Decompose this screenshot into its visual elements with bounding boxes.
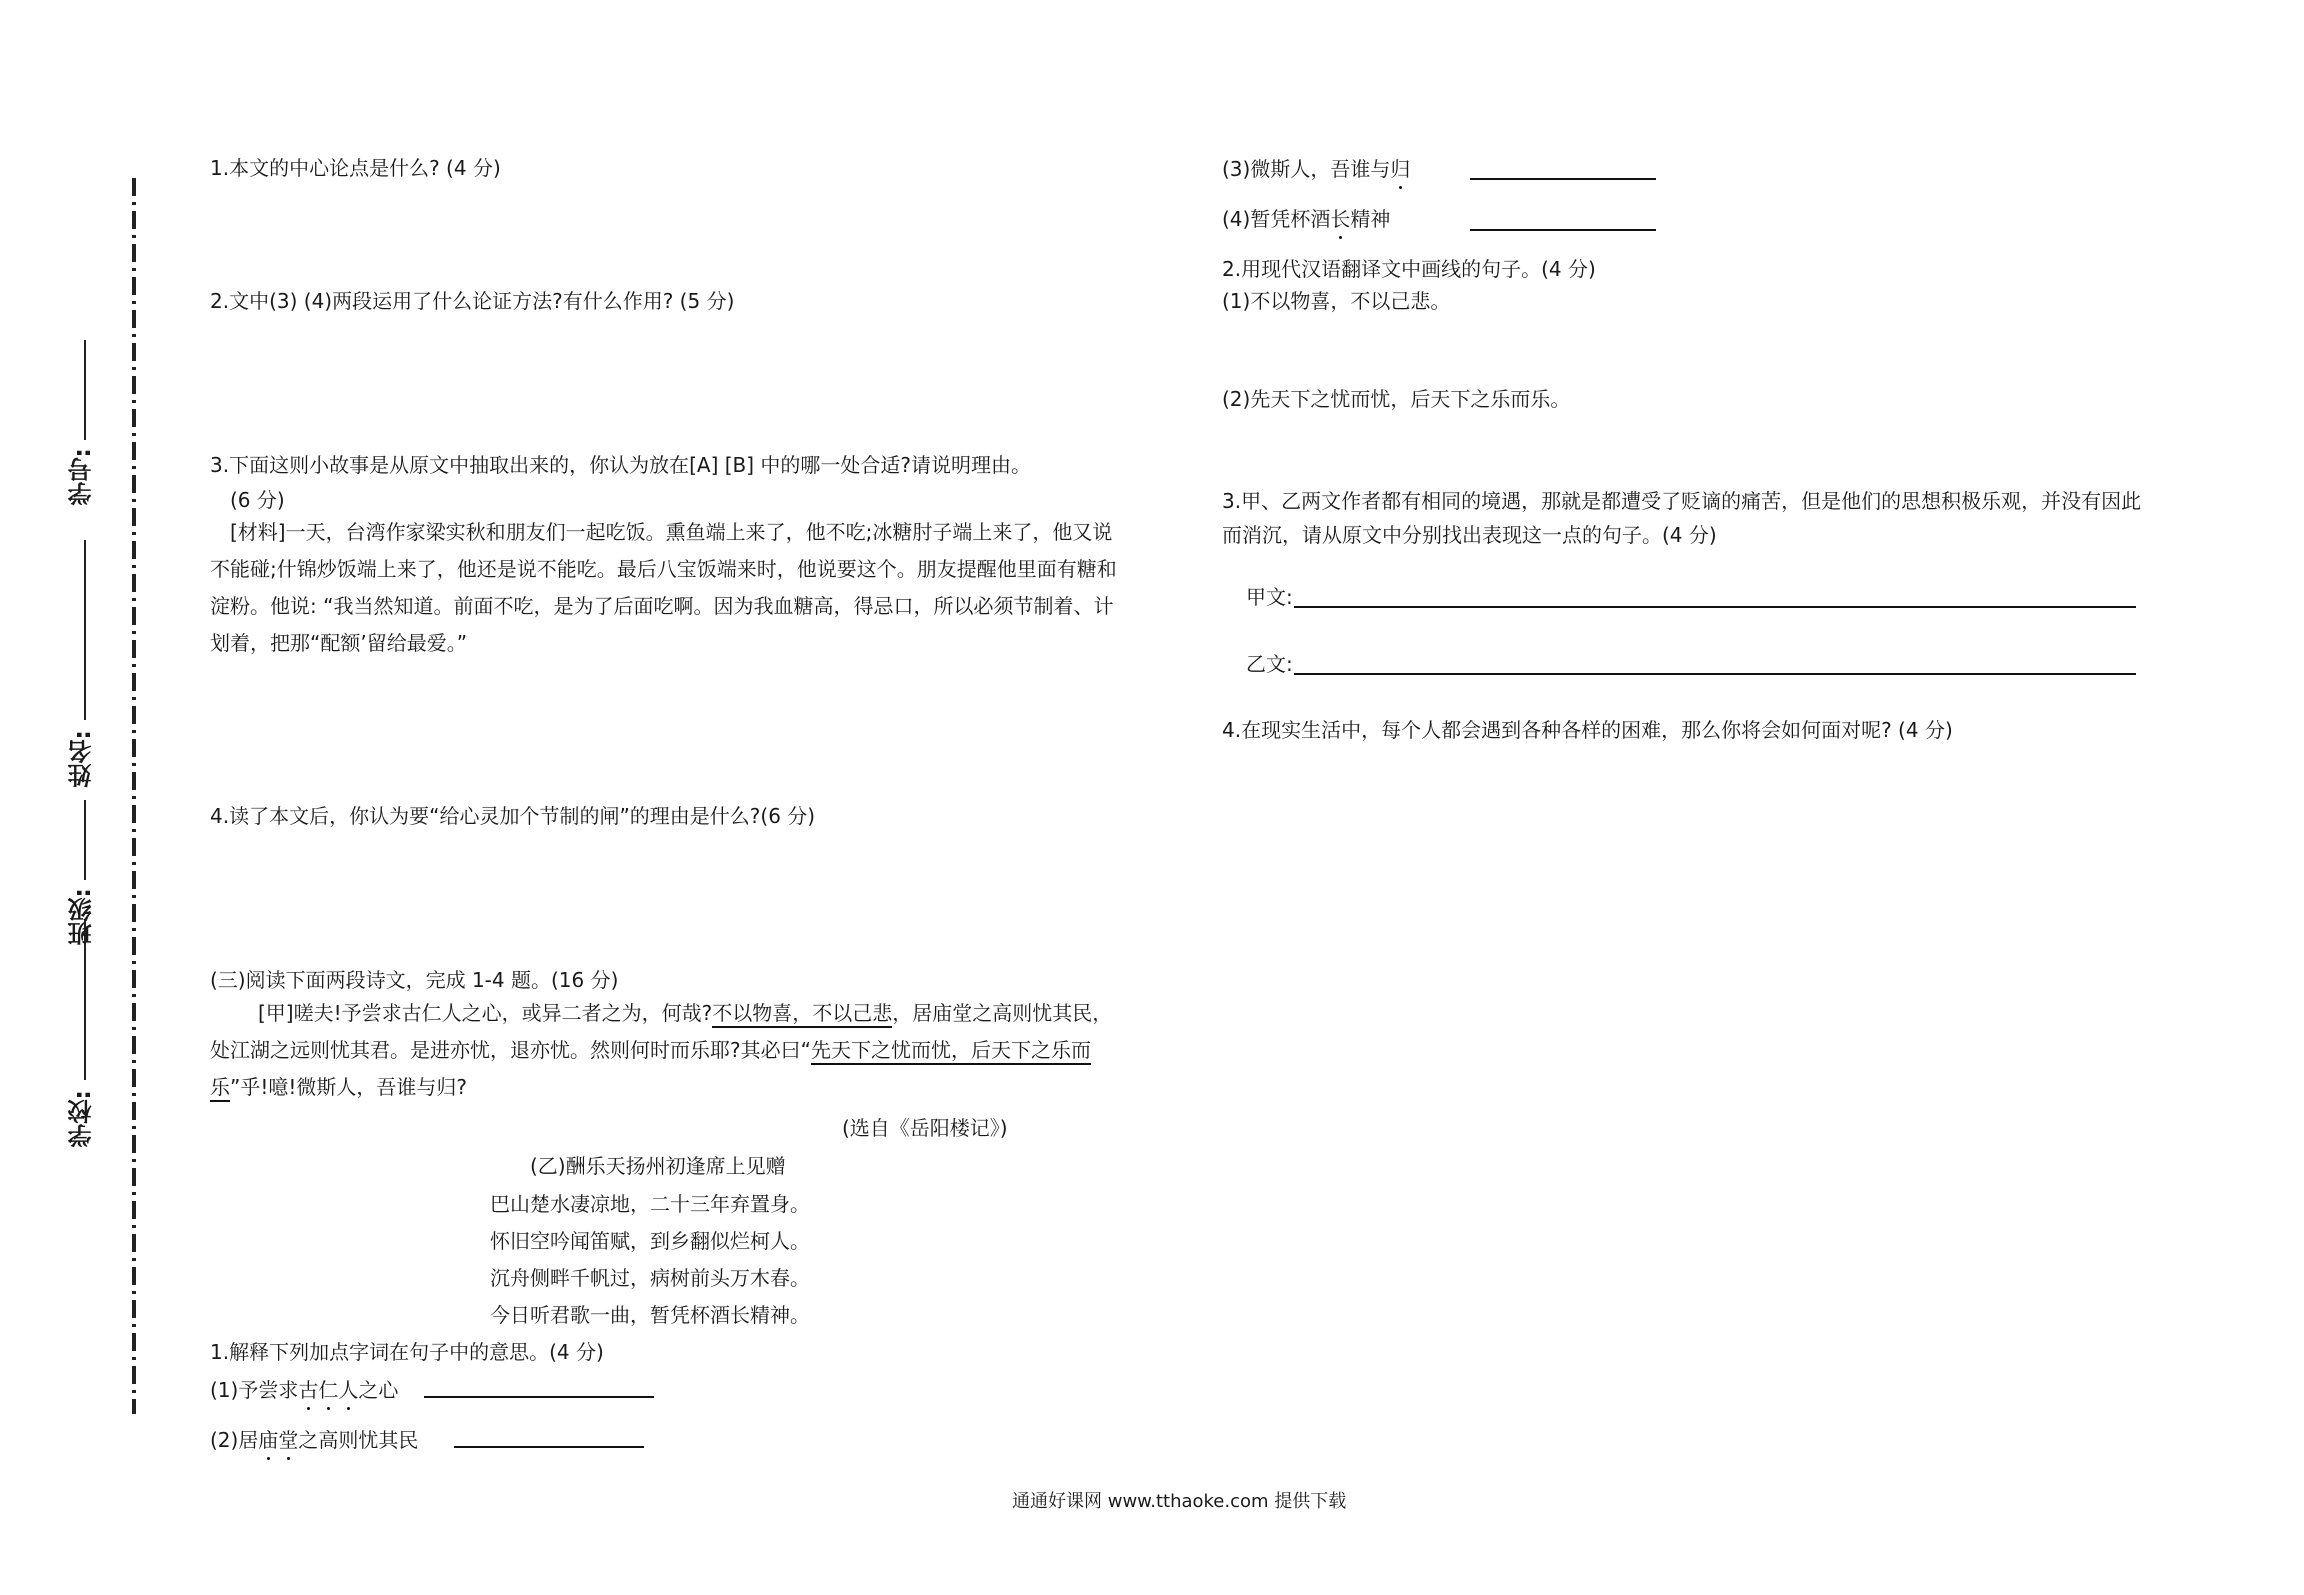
translate-sentence-1: (1)不以物喜，不以己悲。 [1222,289,1451,313]
jia-text-3: ”乎!噫!微斯人，吾谁与归? [230,1075,468,1099]
name-label: 姓名: [68,730,96,788]
section-3-heading: (三)阅读下面两段诗文，完成 1-4 题。(16 分) [210,968,619,992]
right-question-3: 3.甲、乙两文作者都有相同的境遇，那就是都遭受了贬谪的痛苦，但是他们的思想积极乐观，并没有因此而消沉，请从原文中分别找出表现这一点的句子。(4 分) [1222,489,2142,547]
poem-question-1: 1.解释下列加点字词在句子中的意思。(4 分) [210,1340,604,1364]
name-blank [84,540,86,720]
dotted-char: 人 [338,1378,359,1402]
right-question-4: 4.在现实生活中，每个人都会遇到各种各样的困难，那么你将会如何面对呢? (4 分) [1222,718,1953,742]
dotted-char: 古 [298,1378,319,1402]
student-no-label: 学号: [68,448,96,506]
poem-question-1-1 [210,1377,398,1403]
class-label: 班级: [68,888,96,946]
jia-passage [210,995,1130,1106]
jia-underline-1: 不以物喜，不以己悲 [712,1001,892,1028]
q1-2-prefix: (2)居 [210,1428,259,1452]
school-label: 学校: [68,1090,96,1148]
dotted-char: 庙 [258,1428,279,1452]
poem-line-4: 今日听君歌一曲，暂凭杯酒长精神。 [490,1303,810,1327]
yi-answer-line[interactable] [1294,673,2136,675]
footer-text: 通通好课网 www.tthaoke.com 提供下载 [1012,1491,1347,1512]
q1-3-prefix: (3)微斯人，吾谁与 [1222,157,1391,181]
student-no-blank [84,340,86,440]
source-note: (选自《岳阳楼记》) [842,1116,1008,1140]
answer-blank-1[interactable] [424,1396,654,1398]
answer-blank-3[interactable] [1470,178,1656,180]
q1-4-prefix: (4)暂凭杯酒 [1222,207,1331,231]
dotted-char: 长 [1330,207,1351,231]
poem-question-1-2 [210,1427,418,1453]
jia-label: 甲文: [1246,585,1293,609]
answer-blank-2[interactable] [454,1446,644,1448]
q1-1-suffix: 之心 [358,1378,399,1402]
q1-2-suffix: 之高则忧其民 [298,1428,419,1452]
binding-line [130,178,138,1414]
jia-answer-line[interactable] [1294,606,2136,608]
poem-title: (乙)酬乐天扬州初逢席上见赠 [530,1154,786,1178]
question-2: 2.文中(3) (4)两段运用了什么论证方法?有什么作用? (5 分) [210,289,735,313]
yi-label: 乙文: [1246,652,1293,676]
jia-underline-2: 先天下之忧而忧，后天下之乐而乐 [210,1038,1091,1102]
right-q1-3 [1222,156,1410,182]
q1-1-prefix: (1)予尝求 [210,1378,299,1402]
question-4: 4.读了本文后，你认为要“给心灵加个节制的闸”的理由是什么?(6 分) [210,804,816,828]
translate-sentence-2: (2)先天下之忧而忧，后天下之乐而乐。 [1222,387,1571,411]
right-question-2: 2.用现代汉语翻译文中画线的句子。(4 分) [1222,257,1596,281]
answer-blank-4[interactable] [1470,229,1656,231]
class-blank [84,800,86,880]
jia-text-2: ，居庙堂之高则忧其民，处江湖之远则忧其君。是进亦忧，退亦忧。然则何时而乐耶?其必曰“ [210,1001,1113,1062]
q1-4-suffix: 精神 [1350,207,1391,231]
dotted-char: 堂 [278,1428,299,1452]
question-3-score: (6 分) [230,488,285,512]
question-3: 3.下面这则小故事是从原文中抽取出来的，你认为放在[A] [B] 中的哪一处合适?请说明理由。 [210,453,1032,477]
poem-line-2: 怀旧空吟闻笛赋，到乡翻似烂柯人。 [490,1229,810,1253]
right-q1-4 [1222,206,1390,232]
poem-line-1: 巴山楚水凄凉地，二十三年弃置身。 [490,1192,810,1216]
question-1: 1.本文的中心论点是什么? (4 分) [210,156,501,180]
poem-line-3: 沉舟侧畔千帆过，病树前头万木春。 [490,1266,810,1290]
dotted-char: 仁 [318,1378,339,1402]
dotted-char: 归 [1390,157,1411,181]
material-passage: [材料]一天，台湾作家梁实秋和朋友们一起吃饭。熏鱼端上来了，他不吃;冰糖肘子端上来了，他又说不能碰;什锦炒饭端上来了，他还是说不能吃。最后八宝饭端来时，他说要这个。朋友提醒他里面有糖和淀粉。他说: “我当然知道。前面不吃，是为了后面吃啊。因为我血糖高，得忌口，所以必须节制着、计划着，把那“配额’留给最爱。” [210,520,1117,655]
jia-text-1: [甲]嗟夫!予尝求古仁人之心，或异二者之为，何哉? [258,1001,713,1025]
